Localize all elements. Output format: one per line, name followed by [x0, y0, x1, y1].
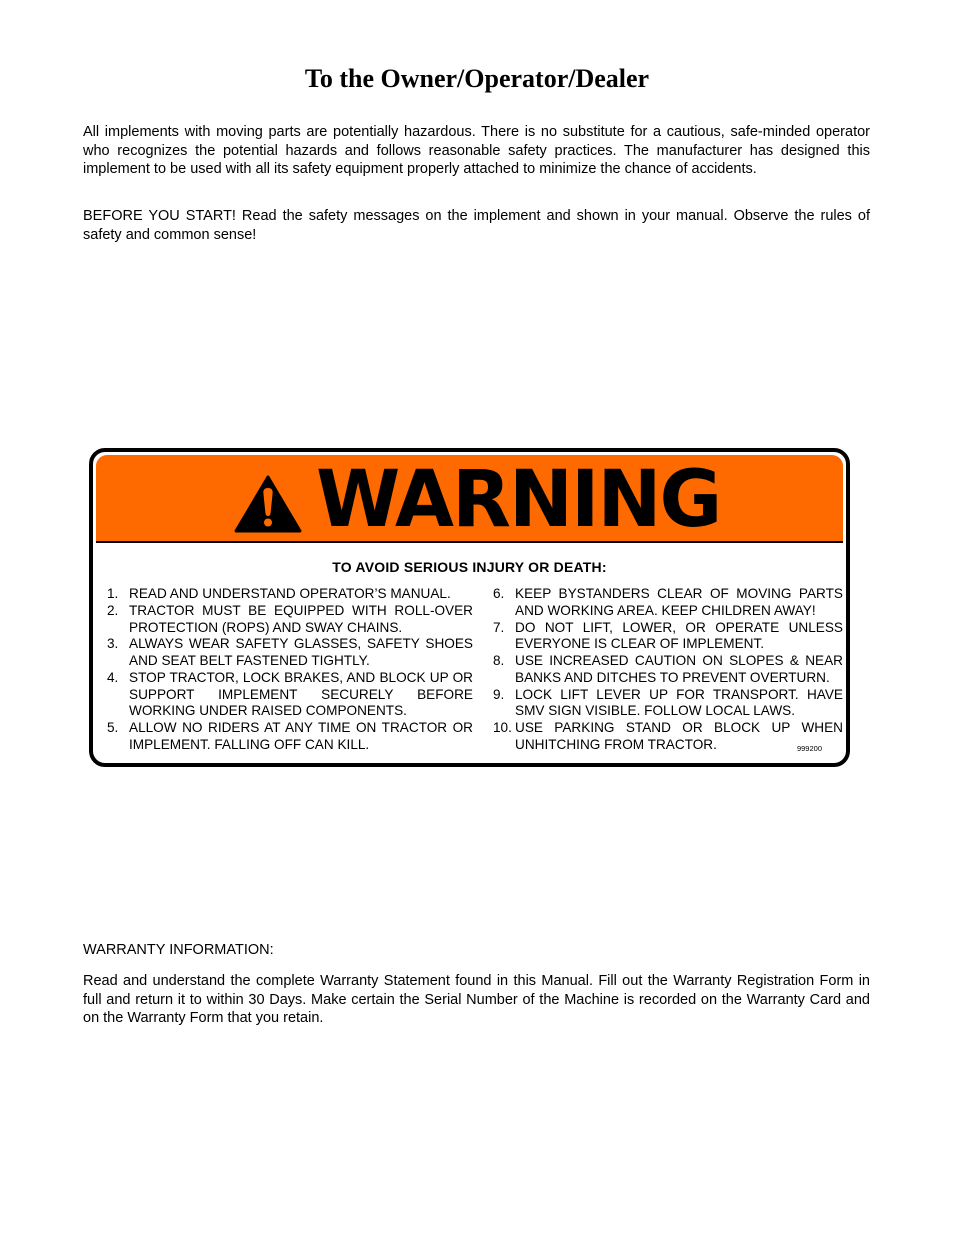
rule-text: ALLOW NO RIDERS AT ANY TIME ON TRACTOR OR IMPLEMENT. FALLING OFF CAN KILL. [129, 720, 473, 752]
rule-number: 2. [107, 602, 119, 618]
rule-text: TRACTOR MUST BE EQUIPPED WITH ROLL-OVER PROTECTION (ROPS) AND SWAY CHAINS. [129, 602, 473, 635]
safety-rule [103, 586, 473, 603]
rule-text: READ AND UNDERSTAND OPERATOR’S MANUAL. [129, 586, 451, 601]
rule-number: 7. [493, 619, 505, 635]
page-title: To the Owner/Operator/Dealer [304, 64, 650, 93]
before-you-start-paragraph: BEFORE YOU START! Read the safety messages on the implement and shown in your manual. Observe the rules of safety and common sense! [83, 208, 870, 243]
safety-rule [489, 586, 843, 620]
rule-number: 6. [493, 586, 505, 601]
safety-rule [489, 620, 843, 654]
decal-part-number: 999200 [796, 744, 822, 753]
rule-text: ALWAYS WEAR SAFETY GLASSES, SAFETY SHOES AND SEAT BELT FASTENED TIGHTLY. [129, 636, 473, 668]
safety-rule [489, 653, 843, 687]
rule-text: LOCK LIFT LEVER UP FOR TRANSPORT. HAVE SMV SIGN VISIBLE. FOLLOW LOCAL LAWS. [515, 686, 843, 719]
warning-subtitle: TO AVOID SERIOUS INJURY OR DEATH: [332, 559, 607, 575]
rule-number: 4. [107, 669, 119, 685]
rule-text: KEEP BYSTANDERS CLEAR OF MOVING PARTS AND WORKING AREA. KEEP CHILDREN AWAY! [515, 586, 843, 618]
safety-rule [103, 670, 473, 720]
rule-number: 5. [107, 720, 119, 735]
rule-number: 8. [493, 653, 505, 668]
safety-rule [489, 720, 843, 754]
rules-list-right [489, 586, 843, 754]
warning-header [96, 455, 843, 543]
rule-number: 9. [493, 686, 505, 702]
warranty-paragraph: Read and understand the complete Warranty Statement found in this Manual. Fill out the Warranty Registration Form in full and return it to within 30 Days. Make certain the Serial Number of the Machine is recorded on the Warranty Card and on the Warranty Form that you retain. [83, 973, 870, 1027]
safety-rule [103, 636, 473, 670]
warning-decal [89, 448, 850, 767]
safety-rule [103, 603, 473, 637]
rules-list-left [103, 586, 473, 754]
intro-paragraph: All implements with moving parts are potentially hazardous. There is no substitute for a cautious, safe-minded operator who recognizes the potential hazards and follows reasonable safety practices. The manufacturer has designed this implement to be used with all its safety equipment properly attached to minimize the chance of accidents. [83, 124, 870, 178]
rule-text: DO NOT LIFT, LOWER, OR OPERATE UNLESS EVERYONE IS CLEAR OF IMPLEMENT. [515, 619, 843, 652]
warning-signal-word: WARNING [316, 455, 721, 545]
warranty-heading: WARRANTY INFORMATION: [83, 942, 274, 958]
rule-text: USE PARKING STAND OR BLOCK UP WHEN UNHITCHING FROM TRACTOR. [515, 720, 843, 752]
rule-number: 10. [493, 720, 512, 735]
safety-rule [103, 720, 473, 754]
safety-rule [489, 687, 843, 721]
rule-text: STOP TRACTOR, LOCK BRAKES, AND BLOCK UP OR SUPPORT IMPLEMENT SECURELY BEFORE WORKING UNDER RAISED COMPONENTS. [129, 669, 473, 719]
rule-number: 3. [107, 636, 119, 652]
alert-triangle-icon [234, 475, 302, 533]
rule-text: USE INCREASED CAUTION ON SLOPES & NEAR BANKS AND DITCHES TO PREVENT OVERTURN. [515, 653, 843, 685]
rule-number: 1. [107, 586, 119, 601]
